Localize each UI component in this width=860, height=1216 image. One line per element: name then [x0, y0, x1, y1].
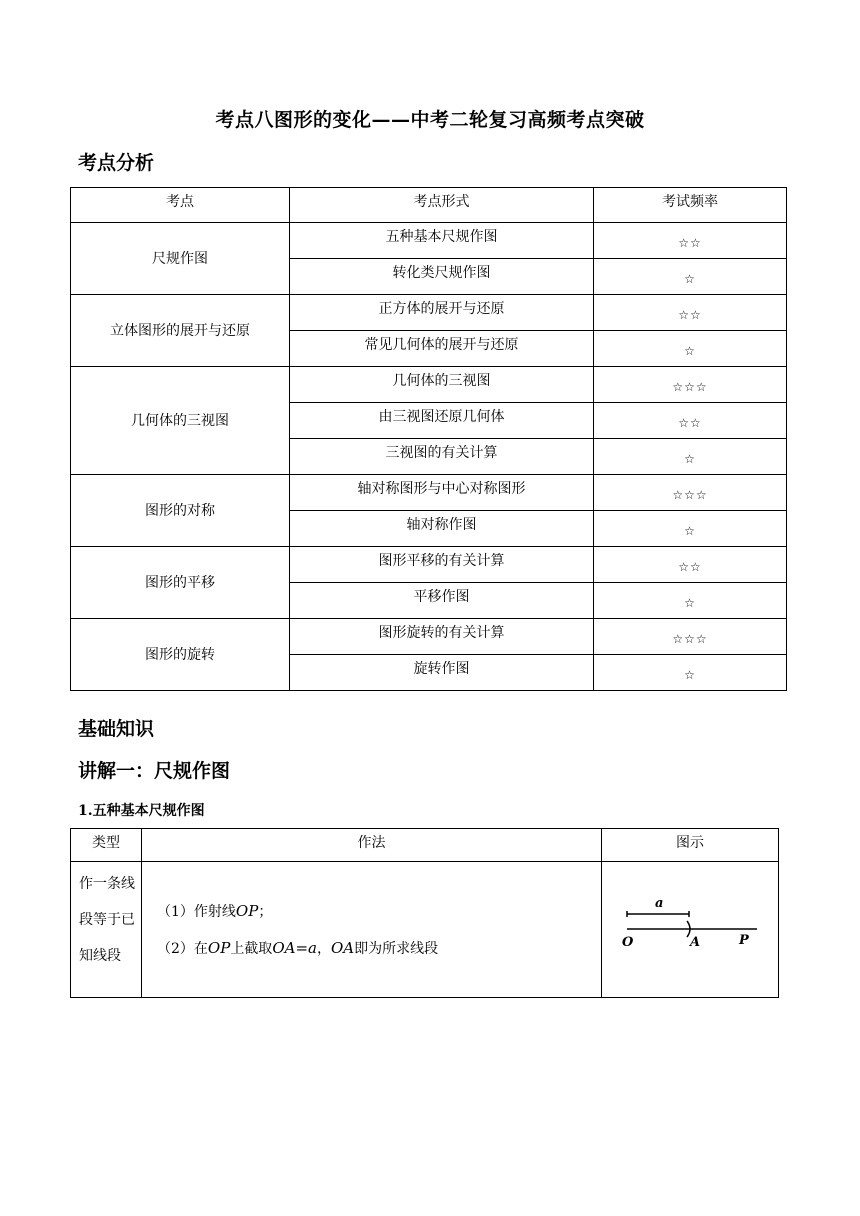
- frequency-stars: ☆: [594, 655, 787, 691]
- table-row: [71, 862, 779, 998]
- frequency-stars: ☆: [594, 259, 787, 295]
- figure-cell: [602, 862, 779, 998]
- step-2-end: 即为所求线段: [354, 940, 439, 957]
- form-cell: 轴对称作图: [290, 511, 594, 547]
- method-cell: [142, 862, 602, 998]
- type-cell: 作一条线段等于已知线段: [71, 862, 142, 998]
- step-1-text: （1）作射线: [157, 903, 236, 920]
- topic-cell: 图形的平移: [71, 547, 290, 619]
- header-method: 作法: [142, 829, 602, 862]
- step-1: [157, 893, 593, 930]
- form-cell: 常见几何体的展开与还原: [290, 331, 594, 367]
- topic-analysis-table: [70, 187, 787, 691]
- table-row: [71, 367, 787, 403]
- section-heading-analysis: 考点分析: [78, 152, 155, 174]
- frequency-stars: ☆☆☆: [594, 367, 787, 403]
- frequency-stars: ☆: [594, 331, 787, 367]
- frequency-stars: ☆☆☆: [594, 619, 787, 655]
- ray-op: OP: [207, 938, 231, 957]
- segment-oa-equals-a: OA=a: [272, 938, 317, 957]
- frequency-stars: ☆: [594, 583, 787, 619]
- subsection-heading: 1.五种基本尺规作图: [78, 803, 205, 819]
- topic-cell: 图形的旋转: [71, 619, 290, 691]
- step-2: [157, 930, 593, 967]
- label-a: a: [655, 896, 664, 911]
- form-cell: 旋转作图: [290, 655, 594, 691]
- frequency-stars: ☆☆☆: [594, 475, 787, 511]
- frequency-stars: ☆: [594, 511, 787, 547]
- header-figure: 图示: [602, 829, 779, 862]
- section-heading-lecture: 讲解一：尺规作图: [78, 760, 231, 782]
- topic-cell: 几何体的三视图: [71, 367, 290, 475]
- table-header-row: [71, 188, 787, 223]
- step-1-end: ；: [258, 903, 273, 920]
- segment-construction-figure: [605, 891, 775, 961]
- form-cell: 五种基本尺规作图: [290, 223, 594, 259]
- frequency-stars: ☆☆: [594, 295, 787, 331]
- topic-cell: 图形的对称: [71, 475, 290, 547]
- section-heading-basic: 基础知识: [78, 718, 155, 740]
- step-2-sep: ，: [316, 940, 331, 957]
- topic-cell: 尺规作图: [71, 223, 290, 295]
- form-cell: 图形平移的有关计算: [290, 547, 594, 583]
- form-cell: 正方体的展开与还原: [290, 295, 594, 331]
- table-row: [71, 223, 787, 259]
- header-form: 考点形式: [290, 188, 594, 223]
- construction-table: [70, 828, 779, 998]
- form-cell: 轴对称图形与中心对称图形: [290, 475, 594, 511]
- label-p: P: [739, 933, 749, 948]
- table-row: [71, 475, 787, 511]
- form-cell: 由三视图还原几何体: [290, 403, 594, 439]
- label-o: O: [622, 935, 634, 950]
- document-title: 考点八图形的变化——中考二轮复习高频考点突破: [215, 109, 645, 131]
- form-cell: 图形旋转的有关计算: [290, 619, 594, 655]
- topic-cell: 立体图形的展开与还原: [71, 295, 290, 367]
- frequency-stars: ☆☆: [594, 223, 787, 259]
- ray-op: OP: [235, 901, 259, 920]
- header-frequency: 考试频率: [594, 188, 787, 223]
- step-2-mid: 上截取: [230, 940, 273, 957]
- table-row: [71, 295, 787, 331]
- form-cell: 平移作图: [290, 583, 594, 619]
- header-type: 类型: [71, 829, 142, 862]
- form-cell: 几何体的三视图: [290, 367, 594, 403]
- table-row: [71, 619, 787, 655]
- segment-oa: OA: [330, 938, 355, 957]
- form-cell: 转化类尺规作图: [290, 259, 594, 295]
- frequency-stars: ☆☆: [594, 547, 787, 583]
- frequency-stars: ☆: [594, 439, 787, 475]
- step-2-text: （2）在: [157, 940, 208, 957]
- label-A: A: [690, 935, 701, 950]
- frequency-stars: ☆☆: [594, 403, 787, 439]
- header-topic: 考点: [71, 188, 290, 223]
- form-cell: 三视图的有关计算: [290, 439, 594, 475]
- table-header-row: [71, 829, 779, 862]
- table-row: [71, 547, 787, 583]
